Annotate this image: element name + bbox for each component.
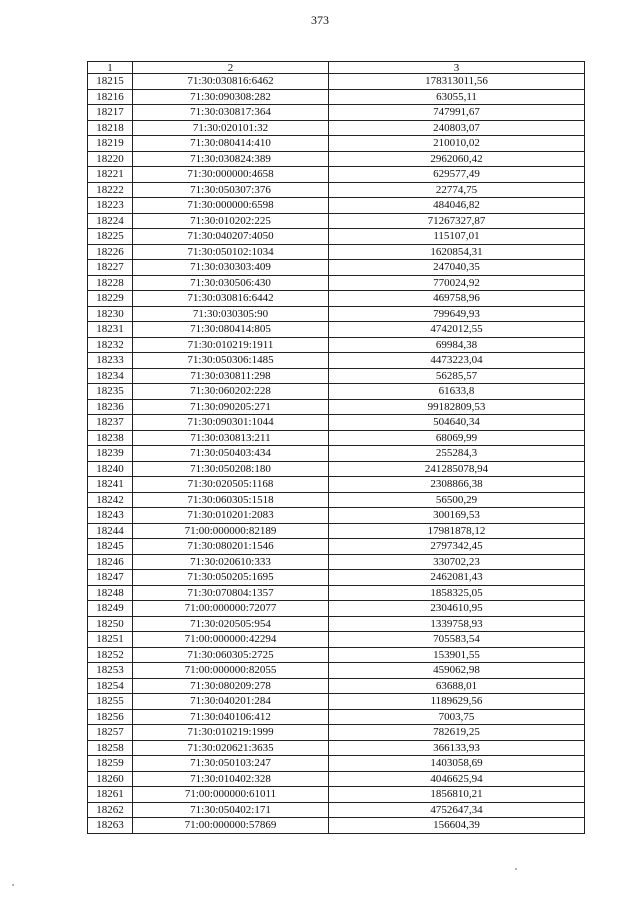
cadastral-value-cell: 56285,57 xyxy=(329,368,585,384)
row-number-cell: 18217 xyxy=(88,105,133,121)
row-number-cell: 18246 xyxy=(88,554,133,570)
table-row xyxy=(88,136,585,152)
table-row xyxy=(88,818,585,834)
cadastral-number-cell: 71:30:050403:434 xyxy=(133,446,329,462)
cadastral-number-cell: 71:30:030811:298 xyxy=(133,368,329,384)
cadastral-value-cell: 255284,3 xyxy=(329,446,585,462)
row-number-cell: 18218 xyxy=(88,120,133,136)
cadastral-number-cell: 71:30:020101:32 xyxy=(133,120,329,136)
table-row xyxy=(88,275,585,291)
cadastral-number-cell: 71:30:050103:247 xyxy=(133,756,329,772)
cadastral-number-cell: 71:00:000000:61011 xyxy=(133,787,329,803)
table-row xyxy=(88,585,585,601)
cadastral-value-cell: 1189629,56 xyxy=(329,694,585,710)
cadastral-value-cell: 504640,34 xyxy=(329,415,585,431)
cadastral-value-cell: 1339758,93 xyxy=(329,616,585,632)
table-row xyxy=(88,694,585,710)
row-number-cell: 18255 xyxy=(88,694,133,710)
row-number-cell: 18221 xyxy=(88,167,133,183)
table-row xyxy=(88,399,585,415)
cadastral-number-cell: 71:30:030817:364 xyxy=(133,105,329,121)
table-row xyxy=(88,368,585,384)
column-header-3: 3 xyxy=(329,62,585,74)
row-number-cell: 18252 xyxy=(88,647,133,663)
cadastral-number-cell: 71:30:080414:410 xyxy=(133,136,329,152)
cadastral-value-cell: 156604,39 xyxy=(329,818,585,834)
cadastral-number-cell: 71:30:020505:1168 xyxy=(133,477,329,493)
row-number-cell: 18226 xyxy=(88,244,133,260)
row-number-cell: 18250 xyxy=(88,616,133,632)
cadastral-number-cell: 71:30:030813:211 xyxy=(133,430,329,446)
cadastral-number-cell: 71:30:090301:1044 xyxy=(133,415,329,431)
table-row xyxy=(88,787,585,803)
table-row xyxy=(88,291,585,307)
row-number-cell: 18236 xyxy=(88,399,133,415)
row-number-cell: 18232 xyxy=(88,337,133,353)
cadastral-value-cell: 469758,96 xyxy=(329,291,585,307)
table-row xyxy=(88,229,585,245)
cadastral-number-cell: 71:00:000000:42294 xyxy=(133,632,329,648)
cadastral-value-cell: 705583,54 xyxy=(329,632,585,648)
cadastral-value-cell: 71267327,87 xyxy=(329,213,585,229)
cadastral-value-cell: 7003,75 xyxy=(329,709,585,725)
cadastral-value-cell: 1858325,05 xyxy=(329,585,585,601)
row-number-cell: 18237 xyxy=(88,415,133,431)
row-number-cell: 18254 xyxy=(88,678,133,694)
cadastral-value-cell: 2962060,42 xyxy=(329,151,585,167)
table-body xyxy=(88,62,585,834)
row-number-cell: 18261 xyxy=(88,787,133,803)
cadastral-value-cell: 799649,93 xyxy=(329,306,585,322)
table-row xyxy=(88,477,585,493)
row-number-cell: 18240 xyxy=(88,461,133,477)
table-row xyxy=(88,740,585,756)
row-number-cell: 18244 xyxy=(88,523,133,539)
table-row xyxy=(88,322,585,338)
table-row xyxy=(88,182,585,198)
row-number-cell: 18248 xyxy=(88,585,133,601)
row-number-cell: 18230 xyxy=(88,306,133,322)
table-row xyxy=(88,198,585,214)
cadastral-number-cell: 71:30:050306:1485 xyxy=(133,353,329,369)
cadastral-number-cell: 71:00:000000:82189 xyxy=(133,523,329,539)
cadastral-number-cell: 71:30:050102:1034 xyxy=(133,244,329,260)
cadastral-number-cell: 71:30:020505:954 xyxy=(133,616,329,632)
cadastral-value-cell: 241285078,94 xyxy=(329,461,585,477)
table-row xyxy=(88,756,585,772)
table-row xyxy=(88,167,585,183)
cadastral-value-cell: 2308866,38 xyxy=(329,477,585,493)
cadastral-number-cell: 71:30:010201:2083 xyxy=(133,508,329,524)
table-row xyxy=(88,244,585,260)
cadastral-number-cell: 71:30:040207:4050 xyxy=(133,229,329,245)
cadastral-value-cell: 459062,98 xyxy=(329,663,585,679)
table-row xyxy=(88,213,585,229)
row-number-cell: 18225 xyxy=(88,229,133,245)
row-number-cell: 18241 xyxy=(88,477,133,493)
cadastral-number-cell: 71:00:000000:57869 xyxy=(133,818,329,834)
row-number-cell: 18228 xyxy=(88,275,133,291)
row-number-cell: 18227 xyxy=(88,260,133,276)
cadastral-number-cell: 71:30:030305:90 xyxy=(133,306,329,322)
header-row xyxy=(88,62,585,74)
table-row xyxy=(88,523,585,539)
cadastral-value-cell: 178313011,56 xyxy=(329,74,585,90)
cadastral-number-cell: 71:30:000000:6598 xyxy=(133,198,329,214)
row-number-cell: 18222 xyxy=(88,182,133,198)
row-number-cell: 18231 xyxy=(88,322,133,338)
row-number-cell: 18234 xyxy=(88,368,133,384)
table-row xyxy=(88,508,585,524)
cadastral-number-cell: 71:30:080414:805 xyxy=(133,322,329,338)
cadastral-number-cell: 71:30:060305:1518 xyxy=(133,492,329,508)
table-row xyxy=(88,570,585,586)
row-number-cell: 18223 xyxy=(88,198,133,214)
cadastral-value-cell: 2462081,43 xyxy=(329,570,585,586)
cadastral-number-cell: 71:30:070804:1357 xyxy=(133,585,329,601)
row-number-cell: 18253 xyxy=(88,663,133,679)
cadastral-value-cell: 4742012,55 xyxy=(329,322,585,338)
cadastral-value-cell: 4046625,94 xyxy=(329,771,585,787)
cadastral-value-cell: 1620854,31 xyxy=(329,244,585,260)
cadastral-value-cell: 747991,67 xyxy=(329,105,585,121)
row-number-cell: 18220 xyxy=(88,151,133,167)
table-row xyxy=(88,384,585,400)
cadastral-number-cell: 71:30:010202:225 xyxy=(133,213,329,229)
cadastral-value-cell: 22774,75 xyxy=(329,182,585,198)
row-number-cell: 18215 xyxy=(88,74,133,90)
scan-speck xyxy=(12,884,14,886)
cadastral-number-cell: 71:30:050307:376 xyxy=(133,182,329,198)
cadastral-value-cell: 4473223,04 xyxy=(329,353,585,369)
cadastral-number-cell: 71:00:000000:72077 xyxy=(133,601,329,617)
scan-speck xyxy=(515,868,517,870)
table-row xyxy=(88,647,585,663)
table-row xyxy=(88,89,585,105)
table-row xyxy=(88,539,585,555)
cadastral-value-cell: 61633,8 xyxy=(329,384,585,400)
cadastral-number-cell: 71:30:010219:1911 xyxy=(133,337,329,353)
row-number-cell: 18247 xyxy=(88,570,133,586)
cadastral-number-cell: 71:30:080201:1546 xyxy=(133,539,329,555)
row-number-cell: 18242 xyxy=(88,492,133,508)
cadastral-value-cell: 99182809,53 xyxy=(329,399,585,415)
table-row xyxy=(88,120,585,136)
row-number-cell: 18256 xyxy=(88,709,133,725)
table-row xyxy=(88,663,585,679)
cadastral-value-cell: 63688,01 xyxy=(329,678,585,694)
cadastral-value-cell: 770024,92 xyxy=(329,275,585,291)
table-row xyxy=(88,337,585,353)
table-row xyxy=(88,260,585,276)
row-number-cell: 18235 xyxy=(88,384,133,400)
row-number-cell: 18233 xyxy=(88,353,133,369)
row-number-cell: 18216 xyxy=(88,89,133,105)
table-row xyxy=(88,74,585,90)
table-row xyxy=(88,802,585,818)
cadastral-value-cell: 300169,53 xyxy=(329,508,585,524)
row-number-cell: 18251 xyxy=(88,632,133,648)
cadastral-value-table xyxy=(87,61,585,834)
cadastral-number-cell: 71:30:080209:278 xyxy=(133,678,329,694)
cadastral-number-cell: 71:30:010402:328 xyxy=(133,771,329,787)
cadastral-number-cell: 71:30:090308:282 xyxy=(133,89,329,105)
cadastral-value-cell: 240803,07 xyxy=(329,120,585,136)
cadastral-value-cell: 68069,99 xyxy=(329,430,585,446)
table-row xyxy=(88,771,585,787)
cadastral-value-cell: 366133,93 xyxy=(329,740,585,756)
table-row xyxy=(88,709,585,725)
cadastral-value-cell: 484046,82 xyxy=(329,198,585,214)
cadastral-number-cell: 71:30:020621:3635 xyxy=(133,740,329,756)
table-row xyxy=(88,616,585,632)
table-row xyxy=(88,105,585,121)
cadastral-number-cell: 71:30:010219:1999 xyxy=(133,725,329,741)
row-number-cell: 18260 xyxy=(88,771,133,787)
cadastral-number-cell: 71:30:040106:412 xyxy=(133,709,329,725)
table-row xyxy=(88,430,585,446)
row-number-cell: 18243 xyxy=(88,508,133,524)
cadastral-number-cell: 71:30:050205:1695 xyxy=(133,570,329,586)
table-row xyxy=(88,554,585,570)
row-number-cell: 18249 xyxy=(88,601,133,617)
cadastral-value-cell: 115107,01 xyxy=(329,229,585,245)
cadastral-number-cell: 71:30:040201:284 xyxy=(133,694,329,710)
cadastral-number-cell: 71:30:060202:228 xyxy=(133,384,329,400)
cadastral-value-cell: 69984,38 xyxy=(329,337,585,353)
cadastral-value-cell: 782619,25 xyxy=(329,725,585,741)
row-number-cell: 18245 xyxy=(88,539,133,555)
cadastral-value-cell: 63055,11 xyxy=(329,89,585,105)
cadastral-number-cell: 71:30:030816:6442 xyxy=(133,291,329,307)
table-row xyxy=(88,151,585,167)
cadastral-value-cell: 4752647,34 xyxy=(329,802,585,818)
cadastral-number-cell: 71:30:030506:430 xyxy=(133,275,329,291)
table-row xyxy=(88,678,585,694)
row-number-cell: 18224 xyxy=(88,213,133,229)
cadastral-value-cell: 1856810,21 xyxy=(329,787,585,803)
row-number-cell: 18259 xyxy=(88,756,133,772)
table-row xyxy=(88,632,585,648)
row-number-cell: 18238 xyxy=(88,430,133,446)
page-number: 373 xyxy=(311,13,329,27)
table-row xyxy=(88,353,585,369)
table-row xyxy=(88,415,585,431)
cadastral-value-cell: 56500,29 xyxy=(329,492,585,508)
table-row xyxy=(88,461,585,477)
table-row xyxy=(88,725,585,741)
cadastral-number-cell: 71:30:030816:6462 xyxy=(133,74,329,90)
cadastral-number-cell: 71:30:050402:171 xyxy=(133,802,329,818)
row-number-cell: 18239 xyxy=(88,446,133,462)
cadastral-value-cell: 247040,35 xyxy=(329,260,585,276)
cadastral-value-cell: 1403058,69 xyxy=(329,756,585,772)
cadastral-number-cell: 71:00:000000:82055 xyxy=(133,663,329,679)
cadastral-value-cell: 17981878,12 xyxy=(329,523,585,539)
table-row xyxy=(88,306,585,322)
column-header-1: 1 xyxy=(88,62,133,74)
cadastral-value-cell: 629577,49 xyxy=(329,167,585,183)
cadastral-value-cell: 330702,23 xyxy=(329,554,585,570)
cadastral-number-cell: 71:30:020610:333 xyxy=(133,554,329,570)
column-header-2: 2 xyxy=(133,62,329,74)
cadastral-number-cell: 71:30:030824:389 xyxy=(133,151,329,167)
row-number-cell: 18263 xyxy=(88,818,133,834)
cadastral-value-cell: 153901,55 xyxy=(329,647,585,663)
table-row xyxy=(88,446,585,462)
row-number-cell: 18258 xyxy=(88,740,133,756)
cadastral-number-cell: 71:30:050208:180 xyxy=(133,461,329,477)
table-row xyxy=(88,492,585,508)
cadastral-value-cell: 210010,02 xyxy=(329,136,585,152)
cadastral-value-cell: 2797342,45 xyxy=(329,539,585,555)
cadastral-number-cell: 71:30:060305:2725 xyxy=(133,647,329,663)
cadastral-value-cell: 2304610,95 xyxy=(329,601,585,617)
cadastral-number-cell: 71:30:030303:409 xyxy=(133,260,329,276)
row-number-cell: 18229 xyxy=(88,291,133,307)
row-number-cell: 18257 xyxy=(88,725,133,741)
row-number-cell: 18262 xyxy=(88,802,133,818)
table-row xyxy=(88,601,585,617)
row-number-cell: 18219 xyxy=(88,136,133,152)
cadastral-number-cell: 71:30:000000:4658 xyxy=(133,167,329,183)
cadastral-number-cell: 71:30:090205:271 xyxy=(133,399,329,415)
